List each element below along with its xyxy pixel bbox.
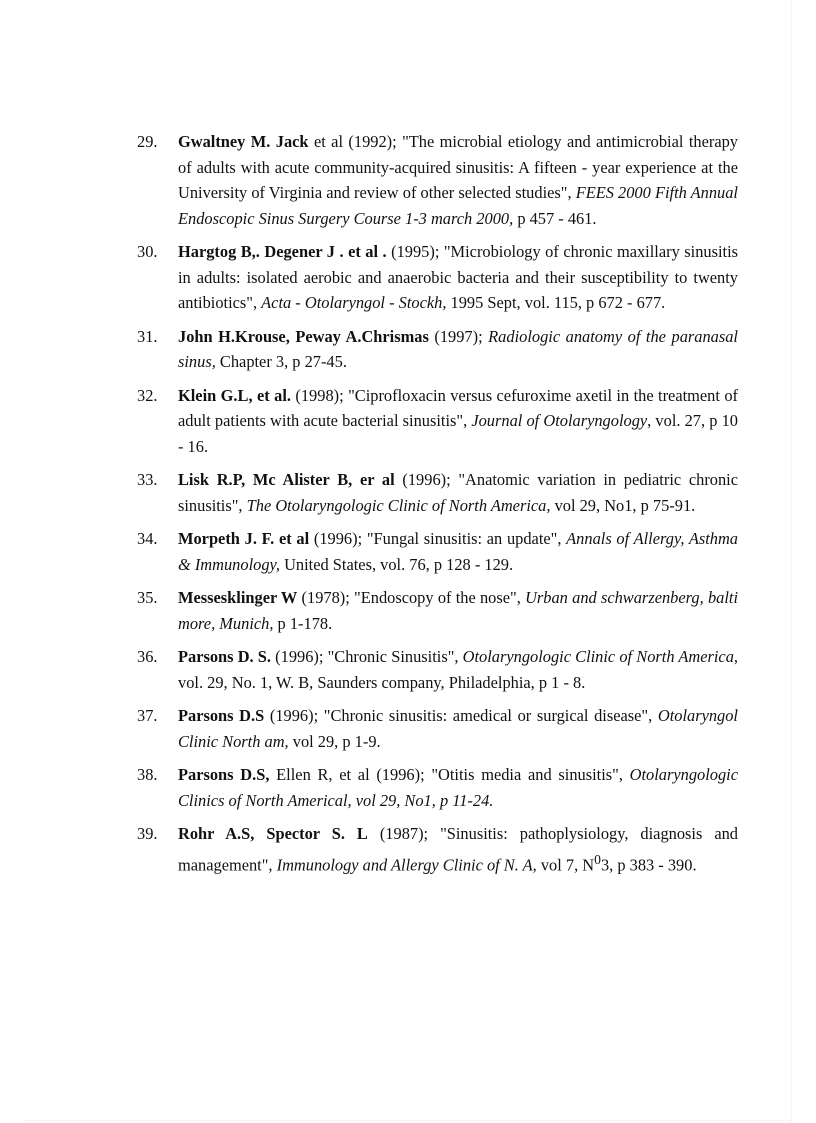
reference-author: Rohr A.S, Spector S. L [178, 824, 368, 843]
reference-number: 39. [137, 824, 158, 843]
reference-text: (1987); "Sinusitis: pathoplysiology, diagnosis and management", [178, 824, 738, 874]
reference-text: (1996); "Chronic sinusitis: amedical or surgical disease", [264, 706, 658, 725]
page-frame-right [790, 0, 792, 1123]
reference-author: Gwaltney M. Jack [178, 132, 309, 151]
reference-number: 33. [137, 470, 158, 489]
reference-item [137, 703, 738, 754]
reference-item [137, 644, 738, 695]
reference-text: (1996); "Fungal sinusitis: an update", [309, 529, 567, 548]
reference-journal: FEES 2000 Fifth Annual Endoscopic Sinus Surgery Course 1-3 march 2000, [178, 183, 738, 228]
reference-tail: p 457 - 461. [513, 208, 597, 228]
reference-number: 34. [137, 529, 158, 548]
reference-journal: Otolaryngologic Clinic of North America, [462, 647, 738, 666]
reference-journal: Acta - Otolaryngol - Stockh, [261, 293, 447, 312]
reference-text: (1996); "Chronic Sinusitis", [271, 647, 463, 666]
reference-item [137, 239, 738, 316]
reference-author: Parsons D.S, [178, 765, 270, 784]
reference-tail: 1995 Sept, vol. 115, p 672 - 677. [446, 293, 666, 312]
reference-superscript: 0 [594, 851, 601, 867]
reference-number: 38. [137, 765, 158, 784]
reference-text: (1998); "Ciprofloxacin versus cefuroxime axetil in the treatment of adult patients with acute bacterial sinusitis", [178, 385, 739, 430]
reference-item [137, 383, 738, 460]
reference-number: 29. [137, 132, 158, 151]
reference-tail: , vol. 27, p 10 - 16. [178, 411, 738, 456]
reference-item [137, 762, 738, 813]
reference-author: Lisk R.P, Mc Alister B, er al [178, 470, 395, 489]
reference-item [137, 526, 738, 577]
reference-tail: Chapter 3, p 27-45. [215, 352, 347, 371]
reference-tail: vol 29, No1, p 75-91. [550, 495, 696, 515]
reference-item [137, 467, 738, 518]
reference-journal: Radiologic anatomy of the paranasal sinus, [178, 326, 738, 371]
reference-number: 37. [137, 706, 158, 725]
reference-author: Parsons D.S [178, 706, 265, 725]
reference-tail-end: 3, p 383 - 390. [600, 854, 697, 874]
reference-tail: vol. 29, No. 1, W. B, Saunders company, Philadelphia, p 1 - 8. [178, 672, 586, 692]
reference-tail: vol 7, N [536, 854, 595, 874]
reference-number: 35. [137, 588, 158, 607]
reference-text: Ellen R, et al (1996); "Otitis media and sinusitis", [269, 765, 630, 784]
reference-item [137, 821, 738, 877]
reference-tail: vol 29, p 1-9. [288, 731, 381, 751]
reference-number: 30. [137, 242, 158, 261]
reference-tail: United States, vol. 76, p 128 - 129. [279, 554, 514, 574]
reference-number: 36. [137, 647, 158, 666]
reference-journal: Urban and schwarzenberg, balti more, Munich, [178, 588, 738, 633]
reference-journal: The Otolaryngologic Clinic of North America, [246, 495, 551, 515]
reference-text: (1978); "Endoscopy of the nose", [297, 588, 526, 607]
reference-text: (1995); "Microbiology of chronic maxillary sinusitis in adults: isolated aerobic and anaerobic bacteria and their susceptibility to twenty antibiotics", [178, 242, 738, 312]
reference-number: 32. [137, 385, 158, 405]
reference-text: (1997); [428, 326, 489, 346]
reference-number: 31. [137, 326, 158, 346]
reference-item [137, 129, 738, 231]
reference-list [137, 129, 738, 885]
reference-tail: p 1-178. [273, 613, 333, 633]
reference-journal: Otolaryngologic Clinics of North Americal, vol 29, No1, p 11-24. [178, 765, 739, 810]
reference-author: Morpeth J. F. et al [178, 529, 310, 548]
reference-author: John H.Krouse, Peway A.Chrismas [178, 326, 429, 346]
reference-text: et al (1992); "The microbial etiology and antimicrobial therapy of adults with acute community-acquired sinusitis: A fifteen - year experience at the University of Virginia and review of other selected studies", [178, 132, 738, 202]
reference-item [137, 324, 738, 375]
reference-journal: Otolaryngol Clinic North am, [178, 706, 738, 751]
reference-author: Hargtog B,. Degener J . et al . [178, 242, 387, 261]
reference-item [137, 585, 738, 636]
reference-author: Klein G.L, et al. [178, 385, 291, 405]
page-frame-bottom [24, 1120, 792, 1121]
reference-author: Messesklinger W [178, 588, 298, 607]
reference-journal: Journal of Otolaryngology [471, 411, 648, 430]
reference-journal: Annals of Allergy, Asthma & Immunology, [178, 529, 739, 574]
reference-text: (1996); "Anatomic variation in pediatric chronic sinusitis", [178, 470, 739, 515]
reference-author: Parsons D. S. [178, 647, 272, 666]
reference-journal: Immunology and Allergy Clinic of N. A, [276, 854, 537, 874]
